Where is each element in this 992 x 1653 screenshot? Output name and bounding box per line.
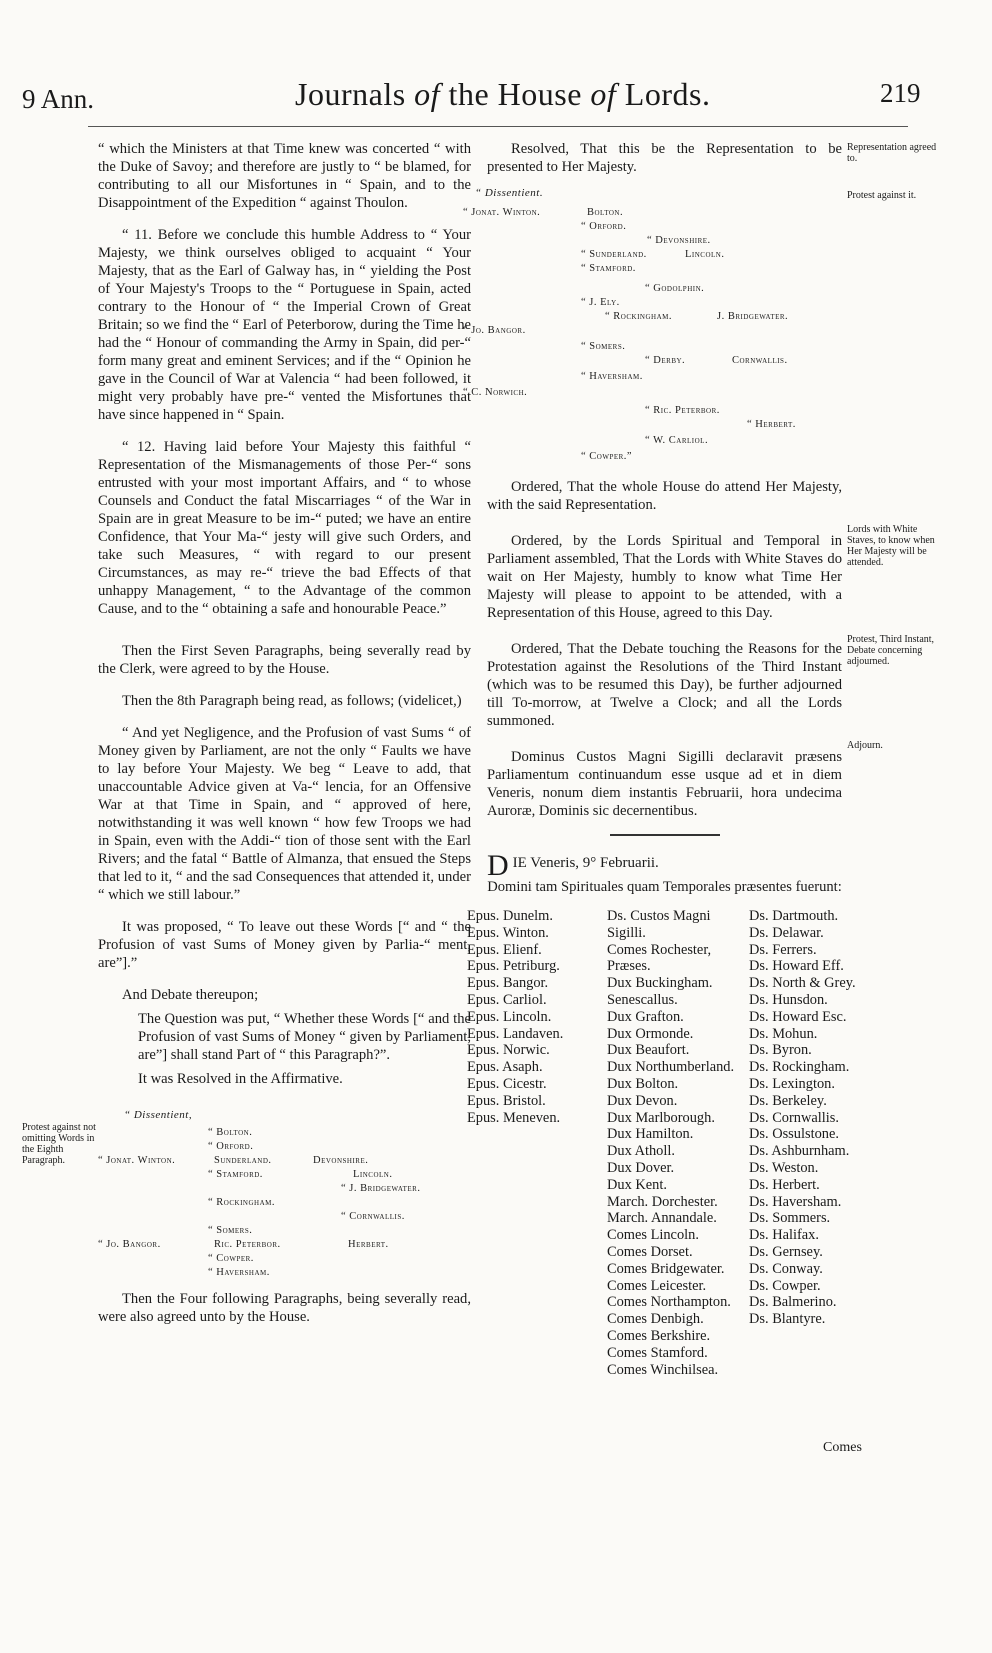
section-divider [610, 834, 720, 836]
signature: “ Jo. Bangor. [98, 1239, 161, 1250]
signature: “ Cornwallis. [341, 1211, 405, 1222]
signature: “ Somers. [208, 1225, 253, 1236]
signature: “ Devonshire. [647, 235, 711, 246]
attendee-entry: Epus. Carliol. [467, 991, 547, 1008]
signature: “ Derby. [645, 355, 686, 366]
signature: “ Somers. [581, 341, 626, 352]
attendee-entry: Ds. Custos Magni [607, 908, 711, 924]
attendee-entry: Epus. Landaven. [467, 1025, 564, 1042]
attendee-entry: Ds. Cornwallis. [749, 1109, 839, 1126]
paragraph: “ And yet Negligence, and the Profusion of vast Sums “ of Money given by Parliament, are not the only “ Faults we have to lay before Your Majesty. We beg “ Leave to add, that unaccountable Advice given at Va-“ lencia, for an Offensive War at that Time in Spain, and “ approved of here, notwithstanding it was well known “ how few Troops we had in Spain, even with the Addi-“ tion of those sent with the Earl Rivers; and the fatal “ Battle of Almanza, that ensued the Steps that led to it, “ and the sad Consequences that attended it, under “ which we still labour.” [98, 725, 471, 903]
paragraph: Ordered, That the Debate touching the Reasons for the Protestation against the Resolutions of the Third Instant (which was to be resumed this Day), be further adjourned till To-morrow, at Twelve a Clock; and all the Lords summoned. [487, 641, 842, 729]
signature: “ J. Ely. [581, 297, 620, 308]
attendee-entry: Ds. Berkeley. [749, 1092, 827, 1109]
attendee-entry: Sigilli. [607, 924, 646, 941]
attendee-entry: Epus. Bangor. [467, 975, 549, 992]
signature: Lincoln. [353, 1169, 393, 1180]
signature: “ Sunderland. [581, 249, 647, 260]
attendee-entry: Dux Buckingham. [607, 975, 713, 992]
attendee-entry: Præses. [607, 958, 651, 975]
attendee-entry: Ds. Herbert. [749, 1176, 820, 1193]
signature: “ C. Norwich. [463, 387, 528, 398]
attendee-entry: Ds. Mohun. [749, 1025, 818, 1042]
signature: “ J. Bridgewater. [341, 1183, 421, 1194]
signature: “ Haversham. [581, 371, 643, 382]
attendee-entry: Ds. Ferrers. [749, 941, 817, 958]
signature: “ Stamford. [581, 263, 636, 274]
margin-note: Lords with White Staves, to know when Her Majesty will be attended. [847, 524, 935, 568]
signature: “ Rockingham. [605, 311, 672, 322]
paragraph: Dominus Custos Magni Sigilli declaravit præsens Parliamentum continuandum esse usque ad et in diem Veneris, nonum diem instantis Februarii, hora undecima Auroræ, Dominis sic decernentibus. [487, 749, 842, 819]
signature: “ Jonat. Winton. [98, 1155, 176, 1166]
attendee-entry: March. Dorchester. [607, 1193, 718, 1210]
signature: “ Jonat. Winton. [463, 207, 541, 218]
attendee-entry: Ds. Conway. [749, 1260, 823, 1277]
signature: “ Orford. [208, 1141, 254, 1152]
left-column [98, 140, 471, 1340]
signature: Herbert. [348, 1239, 389, 1250]
attendee-entry: Dux Grafton. [607, 1008, 684, 1025]
margin-note: Protest, Third Instant, Debate concerning adjourned. [847, 634, 935, 667]
barons-list [749, 908, 856, 1328]
signature: “ W. Carliol. [645, 435, 709, 446]
attendee-entry: Ds. Lexington. [749, 1075, 835, 1092]
signature: “ Orford. [581, 221, 627, 232]
margin-note: Protest against not omitting Words in the Eighth Paragraph. [22, 1122, 96, 1166]
attendee-entry: Epus. Winton. [467, 924, 549, 941]
attendance-lists [467, 908, 856, 1418]
attendee-entry: Ds. Rockingham. [749, 1059, 850, 1076]
signature: “ Cowper. [208, 1253, 254, 1264]
attendee-entry: Ds. Ossulstone. [749, 1126, 839, 1143]
attendee-entry: Comes Winchilsea. [607, 1361, 719, 1378]
signature: “ Rockingham. [208, 1197, 275, 1208]
header-rule [88, 126, 908, 127]
attendee-entry: Dux Marlborough. [607, 1109, 715, 1126]
attendee-entry: Dux Hamilton. [607, 1126, 694, 1143]
dissentient-label: “ Dissentient, [124, 1109, 193, 1121]
attendee-entry: Comes Stamford. [607, 1344, 708, 1361]
attendee-entry: Ds. Hunsdon. [749, 991, 828, 1008]
paragraph: Then the Four following Paragraphs, being severally read, were also agreed unto by the House. [98, 1291, 471, 1325]
paragraph: “ 11. Before we conclude this humble Address to “ Your Majesty, we think ourselves obliged to acquaint “ Your Majesty, that as the Earl of Galway has, in “ yielding the Post of Your Majesty's Troops to the “ Portuguese in Spain, acted contrary to the Honour of “ the Imperial Crown of Great Britain; so we find the “ Earl of Peterborow, during the Time he had the “ Honour of commanding the Army in Spain, did per-“ form many great and eminent Services; and if the “ Opinion he gave in the Council of War at Valencia “ had been followed, it might very probably have pre-“ vented the Misfortunes that have since happened in “ Spain. [98, 227, 471, 423]
attendee-entry: Ds. North & Grey. [749, 975, 856, 992]
margin-note: Representation agreed to. [847, 142, 937, 164]
attendee-entry: Ds. Howard Esc. [749, 1008, 847, 1025]
attendee-entry: Comes Denbigh. [607, 1311, 704, 1328]
regnal-year: 9 Ann. [22, 84, 95, 114]
drop-cap: D [487, 849, 509, 882]
attendee-entry: Dux Dover. [607, 1159, 675, 1176]
catchword: Comes [823, 1440, 862, 1455]
signature: “ Haversham. [208, 1267, 270, 1278]
attendee-entry: Ds. Halifax. [749, 1227, 819, 1244]
signature: “ Stamford. [208, 1169, 263, 1180]
signature: Bolton. [587, 207, 624, 218]
attendee-entry: Epus. Bristol. [467, 1092, 546, 1109]
attendee-entry: Comes Berkshire. [607, 1327, 711, 1344]
attendee-entry: Ds. Balmerino. [749, 1294, 837, 1311]
attendee-entry: Ds. Gernsey. [749, 1243, 823, 1260]
paragraph: “ 12. Having laid before Your Majesty this faithful “ Representation of the Mismanagements of those Per-“ sons entrusted with your most important Affairs, and “ to whose Counsels and Conduct the fatal Miscarriages “ of the War in Spain are in great Measure to be im-“ puted; we have an entire Confidence, that Your Ma-“ jesty will give such Orders, and take such Measures, “ with regard to our present Circumstances, as may re-“ trieve the bad Effects of that unhappy Management, “ to the Advantage of the common Cause, and to the “ obtaining a safe and honourable Peace.” [98, 439, 471, 617]
paragraph: Ordered, That the whole House do attend Her Majesty, with the said Representation. [487, 479, 842, 513]
signature: “ Bolton. [208, 1127, 253, 1138]
attendee-entry: Ds. Weston. [749, 1159, 819, 1176]
attendee-entry: Comes Dorset. [607, 1243, 693, 1260]
attendee-entry: Dux Kent. [607, 1176, 667, 1193]
signature: Cornwallis. [732, 355, 788, 366]
attendee-entry: Dux Bolton. [607, 1075, 679, 1092]
attendee-entry: Ds. Ashburnham. [749, 1143, 850, 1160]
signature: “ Jo. Bangor. [463, 325, 526, 336]
signature: Devonshire. [313, 1155, 369, 1166]
attendee-entry: Epus. Norwic. [467, 1042, 550, 1059]
paragraph: “ which the Ministers at that Time knew was concerted “ with the Duke of Savoy; and therefore are justly to “ be blamed, for contributing to all our Misfortunes in “ Spain, and to the Disappointment of the Expedition “ against Thoulon. [98, 141, 471, 211]
attendee-entry: Comes Rochester, [607, 941, 712, 958]
attendee-entry: Comes Lincoln. [607, 1227, 699, 1244]
paragraph: And Debate thereupon; [122, 987, 259, 1003]
margin-note: Protest against it. [847, 190, 917, 201]
attendee-entry: Dux Beaufort. [607, 1042, 690, 1059]
attendee-entry: March. Annandale. [607, 1210, 717, 1227]
signature: “ Godolphin. [645, 283, 705, 294]
signature: Lincoln. [685, 249, 725, 260]
paragraph: It was proposed, “ To leave out these Words [“ and “ the Profusion of vast Sums of Money given by Parlia-“ ment, are”].” [98, 919, 471, 971]
dissentient-signatures [98, 1106, 471, 1278]
journal-title: Journals of the House of Lords. [295, 76, 711, 112]
attendee-entry: Epus. Cicestr. [467, 1075, 547, 1092]
right-column [463, 140, 856, 1418]
dissentient-label: “ Dissentient. [475, 187, 544, 199]
attendee-entry: Ds. Byron. [749, 1042, 812, 1059]
attendance-heading: Domini tam Spirituales quam Temporales præsentes fuerunt: [487, 879, 842, 895]
attendee-entry: Epus. Asaph. [467, 1059, 543, 1076]
attendee-entry: Ds. Cowper. [749, 1277, 821, 1294]
attendee-entry: Epus. Dunelm. [467, 908, 553, 924]
attendee-entry: Dux Northumberland. [607, 1059, 735, 1076]
signature: Ric. Peterbor. [214, 1239, 281, 1250]
signature: “ Herbert. [747, 419, 796, 430]
paragraph: Then the First Seven Paragraphs, being severally read by the Clerk, were agreed to by the House. [98, 643, 471, 677]
attendee-entry: Ds. Dartmouth. [749, 908, 839, 924]
attendee-entry: Comes Bridgewater. [607, 1260, 725, 1277]
peers-list [607, 908, 734, 1378]
signature: Sunderland. [214, 1155, 272, 1166]
dissentient-signatures [463, 184, 842, 464]
signature: “ Cowper.” [581, 451, 633, 462]
attendee-entry: Epus. Elienf. [467, 941, 542, 958]
paragraph: The Question was put, “ Whether these Words [“ and the Profusion of vast Sums of Money “ given by Parliament, are”] shall stand Part of “ this Paragraph?”. [138, 1011, 471, 1063]
attendee-entry: Dux Atholl. [607, 1143, 675, 1160]
attendee-entry: Comes Leicester. [607, 1277, 707, 1294]
attendee-entry: Dux Devon. [607, 1092, 678, 1109]
attendee-entry: Ds. Sommers. [749, 1210, 831, 1227]
page-number: 219 [880, 78, 921, 108]
attendee-entry: Ds. Delawar. [749, 924, 824, 941]
paragraph: Resolved, That this be the Representation to be presented to Her Majesty. [487, 141, 842, 175]
paragraph: Ordered, by the Lords Spiritual and Temporal in Parliament assembled, That the Lords with White Staves do wait on Her Majesty, humbly to know what Time Her Majesty will please to appoint to be attended, with a Representation of this House, agreed to this Day. [487, 533, 842, 621]
signature: J. Bridgewater. [717, 311, 789, 322]
attendee-entry: Ds. Haversham. [749, 1193, 842, 1210]
attendee-entry: Epus. Meneven. [467, 1109, 561, 1126]
attendee-entry: Comes Northampton. [607, 1294, 731, 1311]
day-heading: D IE Veneris, 9° Februarii. [487, 849, 659, 882]
bishops-list [467, 908, 563, 1126]
attendee-entry: Senescallus. [607, 991, 678, 1008]
signature: “ Ric. Peterbor. [645, 405, 720, 416]
attendee-entry: Epus. Petriburg. [467, 958, 560, 975]
attendee-entry: Ds. Blantyre. [749, 1311, 826, 1328]
paragraph: It was Resolved in the Affirmative. [138, 1071, 343, 1087]
attendee-entry: Dux Ormonde. [607, 1025, 694, 1042]
margin-note: Adjourn. [847, 740, 883, 751]
paragraph: Then the 8th Paragraph being read, as follows; (videlicet,) [122, 693, 462, 709]
attendee-entry: Epus. Lincoln. [467, 1008, 552, 1025]
attendee-entry: Ds. Howard Eff. [749, 958, 844, 975]
